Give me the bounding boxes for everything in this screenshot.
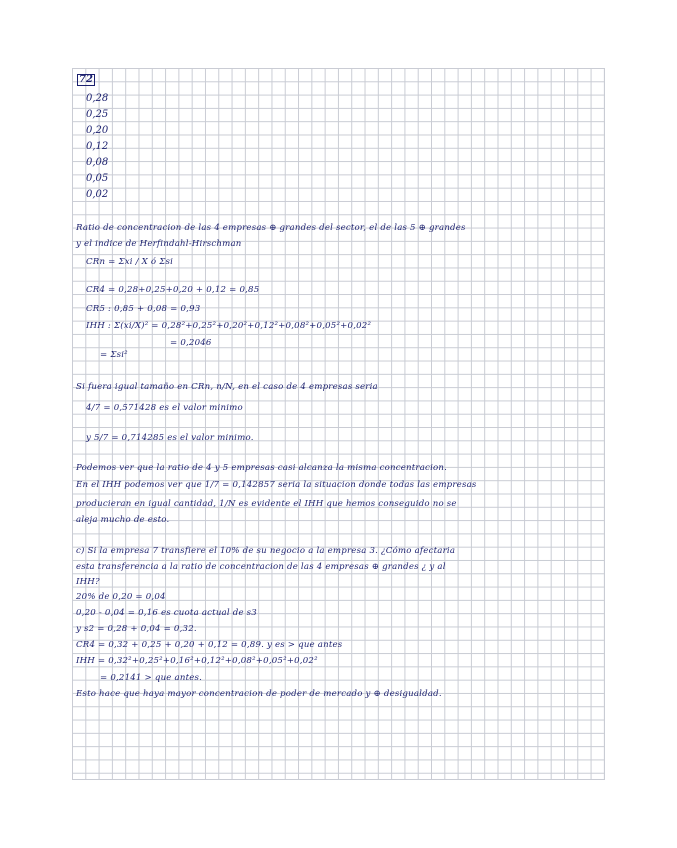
formula-line: CR5 : 0,85 + 0,08 = 0,93 — [86, 304, 201, 314]
formula-line: IHH = 0,32²+0,25²+0,16²+0,12²+0,08²+0,05²+0,02² — [76, 656, 318, 666]
note-line: c) Si la empresa 7 transfiere el 10% de su negocio a la empresa 3. ¿Cómo afectaria — [76, 546, 456, 556]
note-line: Podemos ver que la ratio de 4 y 5 empresas casi alcanza la misma concentracion. — [76, 463, 448, 473]
share-value: 0,12 — [86, 141, 109, 152]
note-line: Si fuera igual tamaño en CRn, n/N, en el caso de 4 empresas seria — [76, 382, 378, 392]
share-value: 0,02 — [86, 189, 109, 200]
formula-line: = 0,2046 — [170, 338, 212, 348]
note-line: esta transferencia a la ratio de concentracion de las 4 empresas ⊕ grandes ¿ y al — [76, 562, 446, 572]
note-line: aleja mucho de esto. — [76, 515, 170, 525]
formula-line: 4/7 = 0,571428 es el valor minimo — [86, 403, 243, 413]
formula-line: IHH : Σ(xi/X)² = 0,28²+0,25²+0,20²+0,12²+0,08²+0,05²+0,02² — [86, 321, 372, 331]
share-value: 0,08 — [86, 157, 109, 168]
formula-line: CR4 = 0,28+0,25+0,20 + 0,12 = 0,85 — [86, 285, 260, 295]
note-line: IHH? — [76, 577, 100, 587]
formula-line: = 0,2141 > que antes. — [100, 673, 203, 683]
exercise-label: 72 — [79, 74, 93, 85]
formula-line: 20% de 0,20 = 0,04 — [76, 592, 166, 602]
share-value: 0,28 — [86, 93, 109, 104]
formula-line: = Σsi² — [100, 350, 128, 360]
note-line: producieran en igual cantidad, 1/N es evidente el IHH que hemos conseguido no se — [76, 499, 457, 509]
note-line: Esto hace que haya mayor concentracion de poder de mercado y ⊕ desigualdad. — [76, 689, 442, 699]
note-line: y el indice de Herfindahl-Hirschman — [76, 239, 242, 249]
formula-line: y 5/7 = 0,714285 es el valor minimo. — [86, 433, 254, 443]
note-line: En el IHH podemos ver que 1/7 = 0,142857 seria la situacion donde todas las empresas — [76, 480, 477, 490]
share-value: 0,20 — [86, 125, 109, 136]
formula-line: 0,20 - 0,04 = 0,16 es cuota actual de s3 — [76, 608, 257, 618]
share-value: 0,05 — [86, 173, 109, 184]
share-value: 0,25 — [86, 109, 109, 120]
formula-line: CR4 = 0,32 + 0,25 + 0,20 + 0,12 = 0,89. y es > que antes — [76, 640, 343, 650]
formula-line: CRn = Σxi / X ó Σsi — [86, 257, 174, 267]
note-line: Ratio de concentracion de las 4 empresas ⊕ grandes del sector, el de las 5 ⊕ grandes — [76, 223, 466, 233]
formula-line: y s2 = 0,28 + 0,04 = 0,32. — [76, 624, 197, 634]
